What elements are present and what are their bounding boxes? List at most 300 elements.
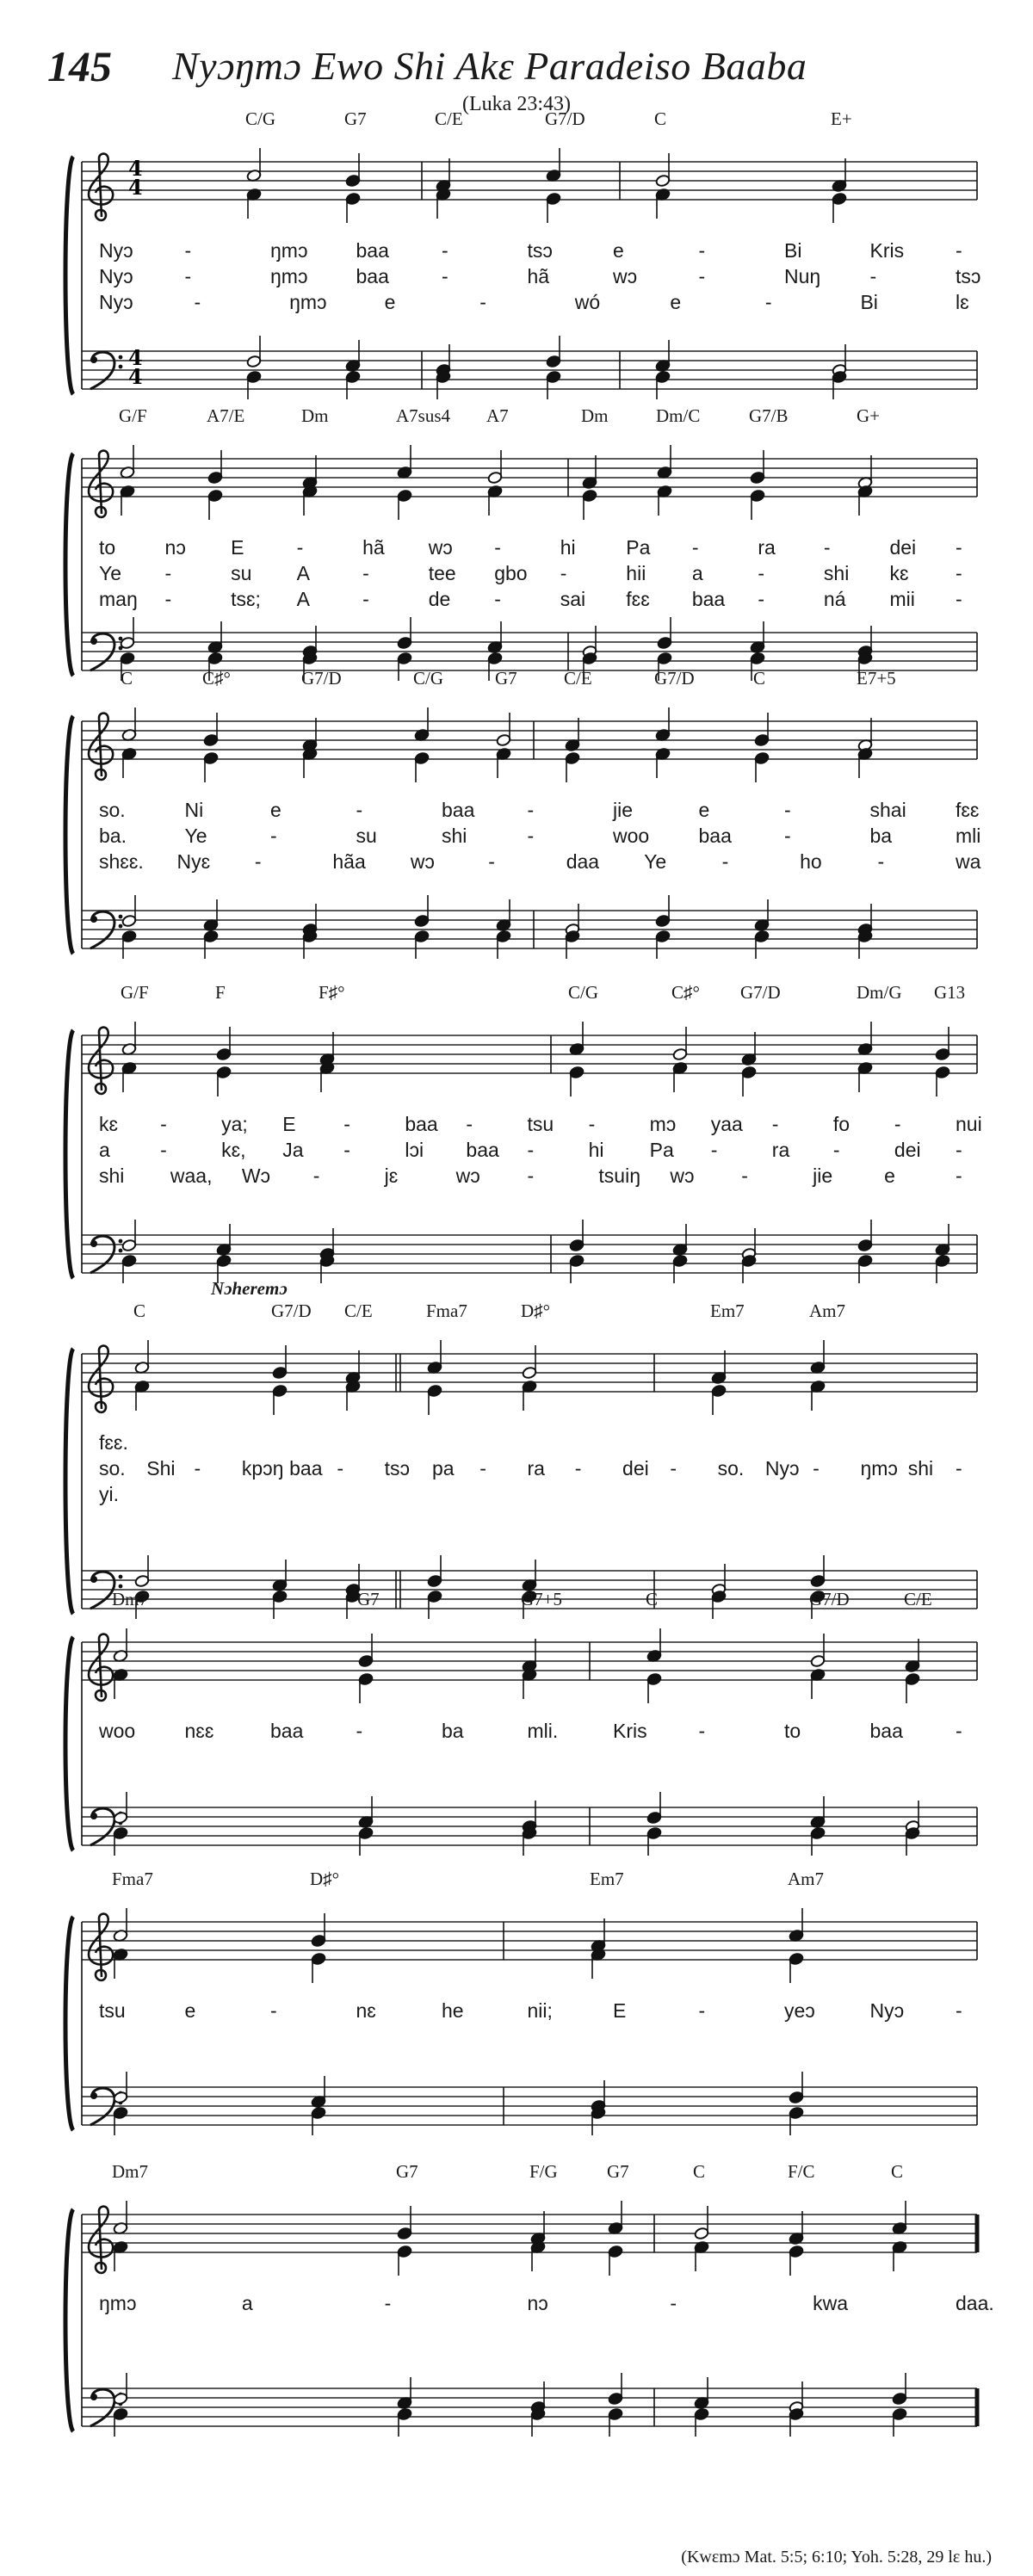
lyric-syllable: - xyxy=(442,265,448,287)
chord-symbols xyxy=(52,405,999,431)
lyric-syllable: Nyɔ xyxy=(764,1457,800,1480)
bass-clef-head xyxy=(90,2394,97,2400)
lyric-syllable: tsɔ xyxy=(384,1457,411,1480)
lyric-syllable: E xyxy=(282,1113,296,1135)
lyric-syllable: kɛ xyxy=(99,1113,119,1135)
lyric-syllable: - xyxy=(956,1164,962,1187)
lyric-syllable: Ni xyxy=(184,799,204,821)
music-note xyxy=(657,445,672,479)
chord-symbol: Dm7 xyxy=(112,1589,148,1609)
lyric-syllable: jie xyxy=(813,1164,833,1187)
lyric-syllable: nɛ xyxy=(356,1999,376,2022)
bass-clef-head xyxy=(90,916,97,923)
treble-clef-icon xyxy=(89,713,113,780)
lyric-syllable: e xyxy=(270,799,281,821)
lyric-syllable: - xyxy=(270,1999,277,2022)
bass-time-signature-denominator: 4 xyxy=(128,364,143,389)
lyric-syllable: shi xyxy=(99,1164,125,1187)
music-note xyxy=(569,1022,585,1056)
music-note xyxy=(810,1634,826,1668)
music-note xyxy=(121,1220,137,1252)
lyric-syllable: wɔ xyxy=(428,536,453,559)
chord-symbol: E7+5 xyxy=(857,668,896,689)
music-note xyxy=(246,188,262,219)
music-note xyxy=(302,455,318,490)
lyric-syllable: - xyxy=(758,588,765,610)
chord-symbol: G7/D xyxy=(271,1300,312,1321)
lyric-syllable: - xyxy=(254,850,262,873)
lyric-syllable: dei xyxy=(622,1457,649,1480)
lyric-line xyxy=(52,799,999,823)
music-note xyxy=(358,1796,374,1829)
lyric-syllable: - xyxy=(698,1999,706,2022)
music-note xyxy=(530,2240,546,2271)
music-note xyxy=(113,2201,128,2235)
lyric-syllable: baa xyxy=(442,799,475,821)
chord-symbol: F♯° xyxy=(319,982,345,1003)
lyric-syllable: - xyxy=(574,1457,582,1480)
lyric-syllable: - xyxy=(588,1113,596,1135)
chord-symbol: C xyxy=(121,668,133,689)
music-note xyxy=(113,2373,128,2406)
music-note xyxy=(436,188,451,219)
lyric-syllable: maŋ xyxy=(99,588,138,610)
music-note xyxy=(857,1061,873,1092)
music-note xyxy=(522,1560,537,1592)
music-note xyxy=(113,1826,128,1856)
lyric-syllable: - xyxy=(956,1999,962,2022)
lyric-line xyxy=(52,2292,999,2316)
lyric-syllable: so. xyxy=(99,1457,126,1480)
music-note xyxy=(113,1792,128,1825)
chord-symbol: F/G xyxy=(529,2161,558,2182)
music-note xyxy=(935,1224,950,1257)
music-note xyxy=(655,153,671,188)
lyric-syllable: hi xyxy=(560,536,576,559)
lyric-syllable: nii; xyxy=(527,1999,553,2022)
bass-staff xyxy=(82,2087,977,2125)
music-note xyxy=(935,1254,950,1283)
music-note xyxy=(487,450,503,485)
lyric-syllable: - xyxy=(670,2292,677,2314)
music-note xyxy=(345,153,361,188)
music-note xyxy=(892,2240,907,2271)
lyric-syllable: so. xyxy=(717,1457,745,1480)
lyric-syllable: ŋmɔ xyxy=(99,2292,137,2314)
lyric-syllable: - xyxy=(527,1164,535,1187)
music-note xyxy=(134,1555,150,1588)
music-note xyxy=(892,2201,907,2235)
music-note xyxy=(302,747,318,778)
lyric-syllable: tsɔ xyxy=(956,265,981,287)
music-note xyxy=(565,930,580,959)
music-note xyxy=(608,2201,623,2235)
lyric-line xyxy=(52,588,999,612)
music-note xyxy=(134,1340,150,1374)
music-note xyxy=(935,1027,950,1061)
music-note xyxy=(414,707,430,742)
lyric-syllable: ná xyxy=(823,588,846,610)
chord-symbol: A7sus4 xyxy=(396,405,451,426)
lyric-syllable: shai xyxy=(869,799,906,821)
music-note xyxy=(789,2072,804,2104)
lyric-syllable: ba xyxy=(869,825,893,847)
treble-clef-icon xyxy=(89,1346,113,1412)
lyric-syllable: - xyxy=(343,1139,350,1161)
music-note xyxy=(487,485,503,516)
music-note xyxy=(789,2407,804,2437)
lyric-syllable: lɛ xyxy=(956,291,969,313)
lyric-syllable: fɛɛ. xyxy=(99,1431,128,1454)
music-note xyxy=(113,1948,128,1979)
music-note xyxy=(530,2407,546,2437)
lyric-syllable: - xyxy=(362,588,369,610)
system-brace xyxy=(65,1637,73,1850)
music-note xyxy=(750,621,765,654)
music-note xyxy=(857,1254,873,1283)
music-note xyxy=(857,455,873,490)
music-note xyxy=(113,2407,128,2437)
music-note xyxy=(302,485,318,516)
music-note xyxy=(496,747,511,778)
lyric-syllable: ra xyxy=(758,536,776,559)
chord-symbols xyxy=(52,982,999,1008)
music-note xyxy=(810,1340,826,1374)
lyric-syllable: ŋmɔ xyxy=(270,239,308,262)
chord-symbol: C/E xyxy=(564,668,592,689)
chord-symbol: G7/D xyxy=(654,668,695,689)
treble-clef-icon xyxy=(89,1028,113,1094)
music-note xyxy=(754,930,770,959)
bass-clef-head xyxy=(90,1576,97,1583)
lyric-syllable: Nyɛ xyxy=(176,850,211,873)
lyric-syllable: dei xyxy=(889,536,917,559)
music-note xyxy=(711,1350,727,1385)
lyric-syllable: tsu xyxy=(99,1999,126,2022)
lyric-syllable: kɛ, xyxy=(221,1139,246,1161)
lyric-syllable: daa xyxy=(566,850,600,873)
lyric-syllable: ŋmɔ xyxy=(860,1457,898,1480)
chord-symbol: Dm7 xyxy=(112,2161,148,2182)
lyric-syllable: kɛ xyxy=(889,562,909,584)
lyric-syllable: nɛɛ xyxy=(184,1720,214,1742)
lyric-syllable: - xyxy=(164,588,172,610)
lyric-syllable: - xyxy=(698,265,706,287)
chord-symbol: A7 xyxy=(486,405,509,426)
music-note xyxy=(397,445,412,479)
lyric-syllable: hi xyxy=(588,1139,604,1161)
music-note xyxy=(120,445,135,479)
treble-staff xyxy=(82,1922,977,1960)
treble-clef-path xyxy=(89,2207,113,2273)
lyric-syllable: Nyɔ xyxy=(869,1999,905,2022)
lyric-syllable: Nyɔ xyxy=(99,291,133,313)
music-note xyxy=(857,747,873,778)
chord-symbol: C xyxy=(693,2161,706,2182)
chord-symbol: C xyxy=(654,108,667,129)
lyric-syllable: ba xyxy=(442,1720,464,1742)
lyric-syllable: ŋmɔ xyxy=(289,291,327,313)
treble-clef-icon xyxy=(89,1634,113,1701)
music-note xyxy=(646,1792,662,1825)
bass-clef-dot xyxy=(119,1585,123,1589)
treble-clef-path xyxy=(89,1634,113,1701)
music-note xyxy=(311,1913,326,1948)
music-note xyxy=(591,1918,606,1953)
music-note xyxy=(345,370,361,399)
lyric-syllable: - xyxy=(466,1113,473,1135)
music-note xyxy=(741,1254,757,1283)
lyric-syllable: wɔ xyxy=(410,850,435,873)
lyric-syllable: Ye xyxy=(99,562,122,584)
lyric-syllable: - xyxy=(691,536,699,559)
lyric-syllable: Ye xyxy=(644,850,667,873)
lyric-syllable: mii xyxy=(889,588,915,610)
system-brace xyxy=(65,1349,73,1614)
lyric-syllable: Bi xyxy=(860,291,878,313)
lyric-syllable: - xyxy=(956,1139,962,1161)
lyric-syllable: Kris xyxy=(613,1720,647,1742)
music-note xyxy=(436,370,451,399)
lyric-syllable: - xyxy=(184,265,192,287)
music-note xyxy=(522,1639,537,1673)
music-note xyxy=(427,1340,442,1374)
lyric-syllable: nɔ xyxy=(164,536,186,559)
treble-clef-icon xyxy=(89,1914,113,1980)
lyric-syllable: E xyxy=(231,536,244,559)
lyric-syllable: hã xyxy=(362,536,385,559)
lyric-syllable: - xyxy=(160,1139,167,1161)
music-note xyxy=(741,1066,757,1096)
music-note xyxy=(655,895,671,928)
lyric-syllable: jɛ xyxy=(384,1164,399,1187)
lyric-line xyxy=(52,1483,999,1507)
music-note xyxy=(397,2377,412,2410)
chord-symbol: Dm xyxy=(301,405,329,426)
bass-clef-dot xyxy=(119,915,123,919)
lyric-syllable: - xyxy=(270,825,277,847)
lyric-syllable: - xyxy=(956,1720,962,1742)
music-note xyxy=(546,336,561,368)
lyric-syllable: e xyxy=(384,291,396,313)
music-note xyxy=(672,1224,688,1257)
lyric-syllable: - xyxy=(869,265,877,287)
music-note xyxy=(397,2245,412,2276)
music-note xyxy=(569,1254,585,1283)
lyric-syllable: Wɔ xyxy=(241,1164,271,1187)
chord-symbol: Em7 xyxy=(590,1869,624,1889)
bass-clef-head xyxy=(90,1240,97,1247)
music-note xyxy=(134,1380,150,1411)
lyric-syllable: baa xyxy=(869,1720,903,1742)
chord-symbol: F/C xyxy=(788,2161,815,2182)
lyric-syllable: wɔ xyxy=(670,1164,695,1187)
music-note xyxy=(608,2407,623,2437)
lyric-syllable: wɔ xyxy=(455,1164,480,1187)
lyric-syllable: sai xyxy=(560,588,586,610)
footer-reference: (Kwɛmɔ Mat. 5:5; 6:10; Yoh. 5:28, 29 lɛ hu.) xyxy=(681,2548,992,2567)
chord-symbol: C/E xyxy=(344,1300,373,1321)
lyric-line xyxy=(52,265,999,289)
lyric-syllable: waa, xyxy=(170,1164,213,1187)
music-note xyxy=(857,485,873,516)
bass-clef-dot xyxy=(119,355,123,360)
music-note xyxy=(121,747,137,778)
lyric-syllable: baa xyxy=(289,1457,323,1480)
chord-symbol: C/G xyxy=(413,668,444,689)
music-note xyxy=(113,2106,128,2135)
lyric-syllable: - xyxy=(479,291,486,313)
lyric-syllable: - xyxy=(362,562,369,584)
chord-symbol: G7/D xyxy=(301,668,342,689)
lyric-syllable: - xyxy=(698,1720,706,1742)
bass-clef-dot xyxy=(119,365,123,369)
chord-symbol: D♯° xyxy=(310,1869,340,1889)
chord-symbol: A7/E xyxy=(207,405,245,426)
lyric-syllable: de xyxy=(428,588,451,610)
lyric-syllable: a xyxy=(99,1139,110,1161)
music-note xyxy=(935,1066,950,1096)
lyric-syllable: Bi xyxy=(784,239,802,262)
chord-symbol: G7/D xyxy=(740,982,781,1003)
music-note xyxy=(546,148,561,182)
lyric-syllable: - xyxy=(527,799,535,821)
lyric-syllable: - xyxy=(194,291,201,313)
treble-time-signature-numerator: 4 xyxy=(128,156,143,181)
lyric-syllable: ŋmɔ xyxy=(270,265,308,287)
bass-staff xyxy=(82,2388,977,2426)
music-note xyxy=(319,1032,335,1066)
chord-symbol: C xyxy=(753,668,766,689)
music-note xyxy=(496,713,511,747)
music-note xyxy=(646,1628,662,1663)
lyric-syllable: Nyɔ xyxy=(99,265,133,287)
music-note xyxy=(207,450,223,485)
music-note xyxy=(496,930,511,959)
music-note xyxy=(810,1826,826,1856)
chord-symbols xyxy=(52,1869,999,1894)
chord-symbol: G7 xyxy=(396,2161,418,2182)
music-note xyxy=(216,1066,232,1096)
lyric-syllable: shɛɛ. xyxy=(99,850,144,873)
lyric-syllable: - xyxy=(384,2292,392,2314)
lyric-syllable: - xyxy=(527,825,535,847)
lyric-syllable: hii xyxy=(626,562,646,584)
music-note xyxy=(427,1555,442,1588)
music-note xyxy=(120,485,135,516)
music-note xyxy=(810,1668,826,1699)
lyric-syllable: - xyxy=(956,1457,962,1480)
bass-clef-head xyxy=(90,1813,97,1819)
lyric-syllable: tsuiŋ xyxy=(598,1164,640,1187)
music-note xyxy=(789,2211,804,2246)
music-note xyxy=(789,1908,804,1943)
music-note xyxy=(565,751,580,782)
music-note xyxy=(754,713,770,747)
chord-symbol: G/F xyxy=(119,405,147,426)
lyric-syllable: fo xyxy=(832,1113,851,1135)
music-note xyxy=(789,2245,804,2276)
chord-symbol: D♯° xyxy=(521,1300,551,1321)
treble-staff xyxy=(82,1035,977,1073)
lyric-syllable: so. xyxy=(99,799,126,821)
lyric-syllable: - xyxy=(296,536,304,559)
music-note xyxy=(203,930,219,959)
lyric-syllable: - xyxy=(343,1113,350,1135)
lyric-syllable: ra xyxy=(527,1457,545,1480)
lyric-syllable: - xyxy=(894,1113,901,1135)
music-note xyxy=(810,1555,826,1588)
music-note xyxy=(319,1061,335,1092)
music-note xyxy=(436,158,451,193)
chord-symbol: C♯° xyxy=(671,982,700,1003)
lyric-syllable: - xyxy=(832,1139,840,1161)
bass-clef-head xyxy=(90,2092,97,2099)
chord-symbol: G7/B xyxy=(749,405,789,426)
lyric-syllable: gbo xyxy=(494,562,528,584)
lyric-syllable: mɔ xyxy=(649,1113,677,1135)
chord-symbol: C xyxy=(646,1589,659,1609)
music-note xyxy=(311,2076,326,2109)
lyric-syllable: ba. xyxy=(99,825,127,847)
music-note xyxy=(905,1639,920,1673)
chord-symbol: Fma7 xyxy=(426,1300,467,1321)
staff-graphics xyxy=(52,1889,999,2159)
music-note xyxy=(207,489,223,520)
lyric-syllable: shi xyxy=(823,562,850,584)
music-note xyxy=(121,895,137,928)
music-note xyxy=(358,1672,374,1703)
music-note xyxy=(591,1948,606,1979)
chord-symbol: G7 xyxy=(607,2161,629,2182)
lyric-syllable: woo xyxy=(99,1720,136,1742)
treble-clef-icon xyxy=(89,451,113,517)
chord-symbol: C/E xyxy=(904,1589,932,1609)
lyric-syllable: Ja xyxy=(282,1139,304,1161)
staff-graphics xyxy=(52,2182,999,2461)
chord-symbol: C/G xyxy=(245,108,276,129)
music-note xyxy=(655,340,671,373)
music-note xyxy=(655,370,671,399)
lyric-syllable: - xyxy=(160,1113,167,1135)
lyric-syllable: daa. xyxy=(956,2292,994,2314)
lyric-syllable: dei xyxy=(894,1139,921,1161)
bass-clef-head xyxy=(90,638,97,645)
music-note xyxy=(203,751,219,782)
lyric-syllable: - xyxy=(784,799,791,821)
lyric-syllable: yeɔ xyxy=(784,1999,815,2022)
lyric-syllable: a xyxy=(241,2292,253,2314)
treble-clef-icon xyxy=(89,2207,113,2273)
treble-clef-path xyxy=(89,1028,113,1094)
tempo-marking: Nɔheremɔ xyxy=(211,1278,288,1299)
lyric-syllable: a xyxy=(691,562,703,584)
music-note xyxy=(591,2106,606,2135)
lyric-syllable: tsu xyxy=(527,1113,554,1135)
lyric-syllable: baa xyxy=(270,1720,304,1742)
music-note xyxy=(522,1826,537,1856)
chord-symbol: G7 xyxy=(495,668,517,689)
music-note xyxy=(319,1254,335,1283)
lyric-syllable: kpɔŋ xyxy=(241,1457,284,1480)
music-note xyxy=(655,930,671,959)
music-note xyxy=(121,1061,137,1092)
music-note xyxy=(857,1022,873,1056)
music-note xyxy=(203,899,219,932)
music-note xyxy=(672,1061,688,1092)
music-note xyxy=(246,148,262,182)
music-note xyxy=(397,617,412,650)
